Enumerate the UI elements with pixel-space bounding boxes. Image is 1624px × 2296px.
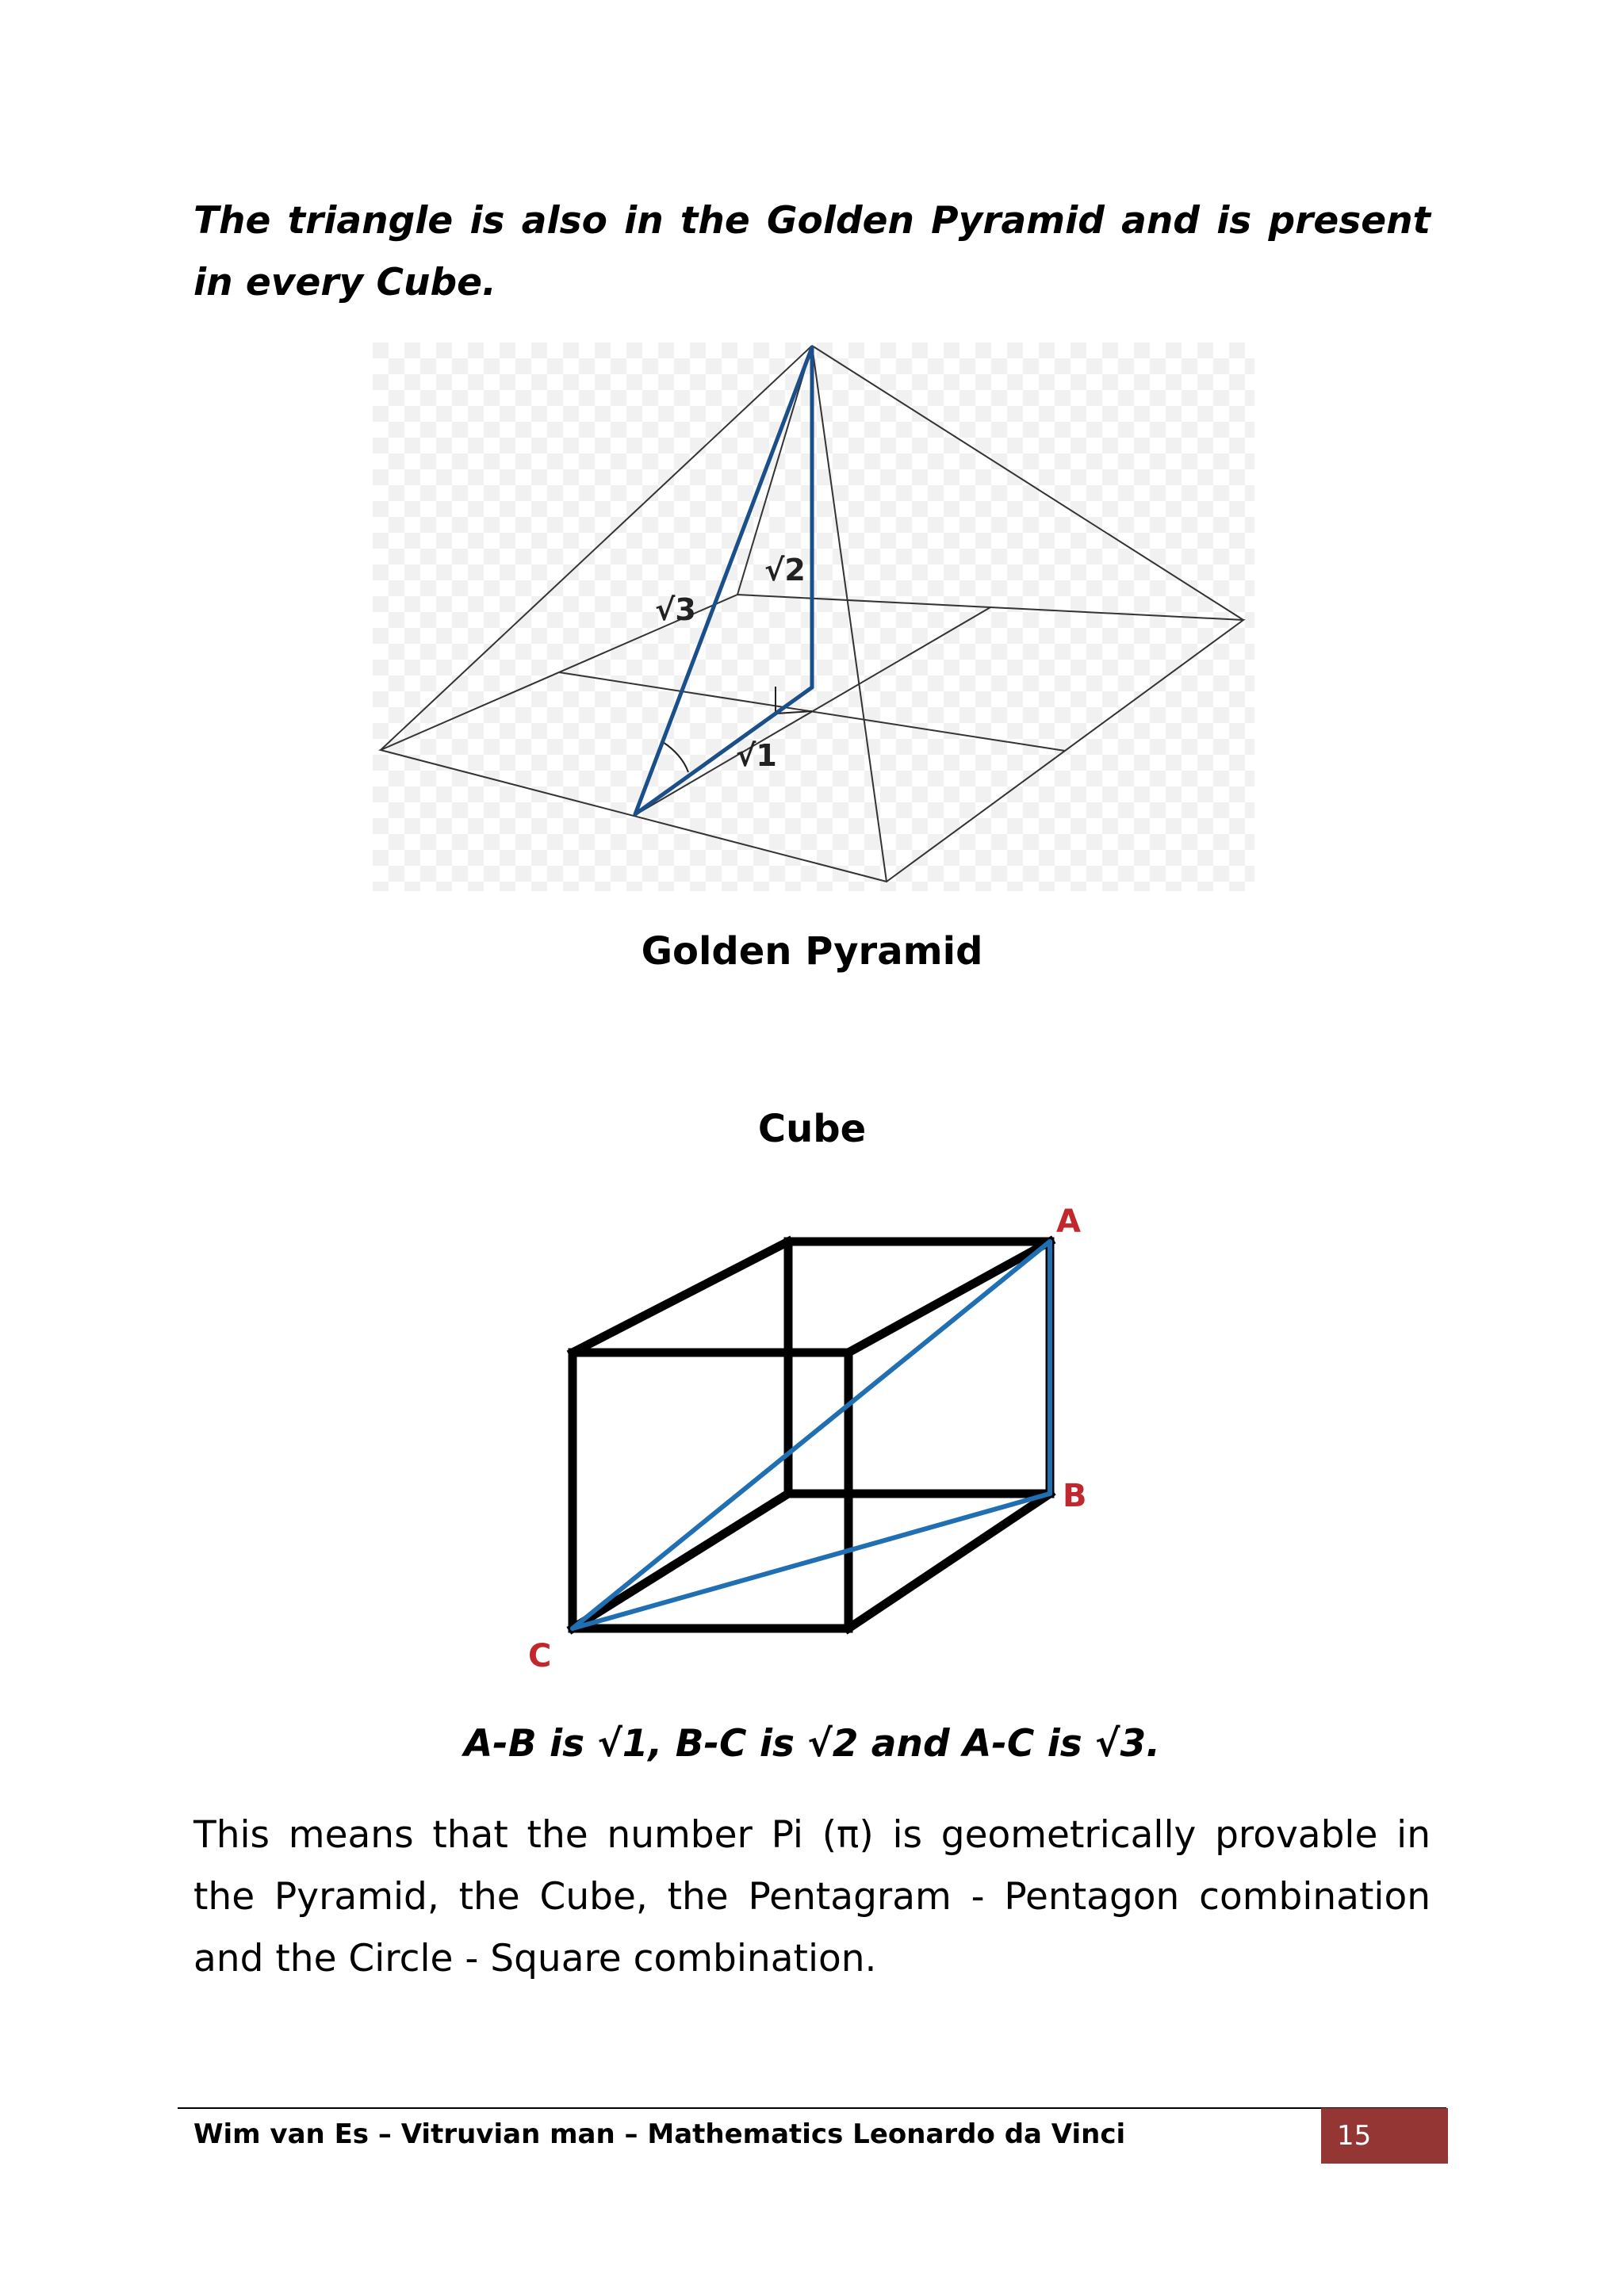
label-b: B [1063,1478,1087,1514]
page-number: 15 [1321,2108,1448,2164]
segment-ac [573,1242,1050,1628]
footer-divider [178,2107,1446,2109]
label-c: C [528,1638,552,1674]
footer-text: Wim van Es – Vitruvian man – Mathematics Leonardo da Vinci [193,2118,1126,2150]
body-paragraph: This means that the number Pi (π) is geometrically provable in the Pyramid, the Cube, the Pentagram - Pentagon combination and the Circle - Square combination. [193,1813,1431,1980]
cube-caption: A-B is √1, B-C is √2 and A-C is √3. [463,1722,1161,1766]
golden-pyramid-figure [373,342,1254,891]
label-sqrt3: √3 [655,592,696,627]
cube-back-face [788,1242,1050,1494]
label-sqrt2: √2 [764,553,806,587]
label-a: A [1056,1203,1081,1240]
intro-text: The triangle is also in the Golden Pyramid and is present in every Cube. [193,199,1431,304]
label-sqrt1: √1 [736,738,777,773]
cube-title: Cube [757,1107,867,1151]
pyramid-caption: Golden Pyramid [641,929,983,974]
cube-figure [508,1196,1110,1687]
segment-bc [573,1494,1050,1628]
